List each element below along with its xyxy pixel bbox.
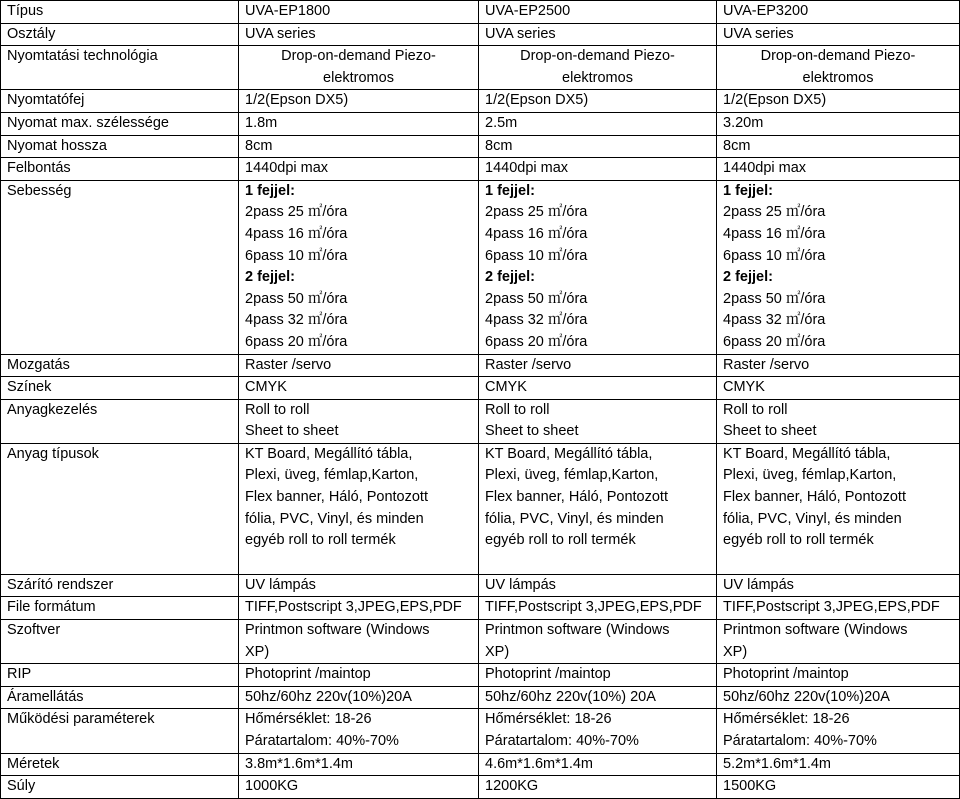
speed-value: 6pass 20 ㎡/óra [485,333,588,350]
cell-line: TIFF,Postscript 3,JPEG,EPS,PDF [485,599,702,616]
speed-heading: 1 fejjel: [245,182,295,199]
speed-value: 2pass 50 ㎡/óra [485,290,588,307]
cell-line: fólia, PVC, Vinyl, és minden [723,510,902,527]
cell-spacer [485,552,710,574]
cell-line: Photoprint /maintop [723,666,849,683]
speed-value: 2pass 25 ㎡/óra [485,204,588,221]
cell-line: Drop-on-demand Piezo- [520,48,675,65]
model-3-value-cell [717,354,960,377]
model-2-value-cell [479,180,717,354]
speed-heading: 2 fejjel: [723,269,773,286]
cell-line: Sheet to sheet [723,423,817,440]
speed-value: 2pass 25 ㎡/óra [723,204,826,221]
cell-line: XP) [485,643,510,660]
model-2-value-cell [479,23,717,46]
model-2-value-cell [479,664,717,687]
model-2-value-cell [479,354,717,377]
cell-line: KT Board, Megállító tábla, [245,445,413,462]
spec-row [1,664,960,687]
cell-line: 1200KG [485,778,539,795]
speed-heading: 2 fejjel: [485,269,535,286]
cell-line: KT Board, Megállító tábla, [485,445,653,462]
row-label: Színek [1,377,239,400]
speed-heading: 2 fejjel: [245,269,295,286]
cell-line: egyéb roll to roll termék [723,532,874,549]
cell-line: 1.8m [245,114,278,131]
cell-line: TIFF,Postscript 3,JPEG,EPS,PDF [723,599,940,616]
cell-line: Hőmérséklet: 18-26 [485,711,612,728]
cell-line: Plexi, üveg, fémlap,Karton, [723,467,897,484]
model-3-value-cell [717,46,960,90]
model-3-value-cell [717,709,960,753]
speed-value: 4pass 32 ㎡/óra [245,312,348,329]
cell-line: TIFF,Postscript 3,JPEG,EPS,PDF [245,599,462,616]
cell-line: 4.6m*1.6m*1.4m [485,755,593,772]
cell-line: 50hz/60hz 220v(10%)20A [723,688,890,705]
model-1-value-cell [239,443,479,574]
cell-line: 1/2(Epson DX5) [485,92,589,109]
model-2-value-cell [479,753,717,776]
speed-value: 2pass 25 ㎡/óra [245,204,348,221]
cell-line: Printmon software (Windows [723,622,908,639]
cell-line: Roll to roll [723,401,788,418]
model-1-value-cell [239,709,479,753]
speed-value: 6pass 10 ㎡/óra [723,247,826,264]
spec-row [1,377,960,400]
cell-line: Drop-on-demand Piezo- [760,48,916,65]
model-3-value-cell [717,574,960,597]
spec-row [1,709,960,753]
cell-line: Raster /servo [723,356,810,373]
model-3-value-cell [717,23,960,46]
cell-line: Raster /servo [485,356,572,373]
spec-row [1,574,960,597]
cell-line: Photoprint /maintop [245,666,371,683]
spec-row [1,90,960,113]
row-label: Áramellátás [1,686,239,709]
model-3-value-cell [717,597,960,620]
spec-row [1,158,960,181]
spec-row [1,180,960,354]
spec-row [1,135,960,158]
cell-line: Plexi, üveg, fémlap,Karton, [485,467,659,484]
cell-line: 1/2(Epson DX5) [723,92,827,109]
model-3-value-cell [717,377,960,400]
speed-value: 4pass 16 ㎡/óra [485,225,588,242]
model-3-value-cell [717,90,960,113]
model-2-value-cell [479,709,717,753]
cell-line: Flex banner, Háló, Pontozott [723,489,906,506]
model-1-value-cell [239,180,479,354]
speed-value: 4pass 32 ㎡/óra [485,312,588,329]
model-2-value-cell [479,377,717,400]
model-2-value-cell [479,620,717,664]
cell-line: Roll to roll [485,401,550,418]
cell-line: 8cm [245,137,273,154]
model-3-value-cell [717,753,960,776]
cell-line: UVA-EP3200 [723,3,809,19]
cell-line: Sheet to sheet [485,423,579,440]
spec-row [1,686,960,709]
spec-row [1,354,960,377]
model-3-value-cell [717,620,960,664]
cell-line: Flex banner, Háló, Pontozott [245,489,428,506]
row-label: Típus [1,1,239,24]
model-3-value-cell [717,776,960,799]
row-label: Működési paraméterek [1,709,239,753]
model-1-value-cell [239,90,479,113]
cell-spacer [245,552,472,574]
spec-row [1,1,960,24]
cell-line: Plexi, üveg, fémlap,Karton, [245,467,419,484]
model-3-value-cell [717,1,960,24]
model-3-value-cell [717,399,960,443]
cell-line: Photoprint /maintop [485,666,611,683]
row-label: Szárító rendszer [1,574,239,597]
speed-value: 4pass 16 ㎡/óra [245,225,348,242]
model-1-value-cell [239,574,479,597]
cell-line: Flex banner, Háló, Pontozott [485,489,668,506]
cell-line: 1000KG [245,778,299,795]
cell-line: 1/2(Epson DX5) [245,92,349,109]
speed-value: 4pass 32 ㎡/óra [723,312,826,329]
model-1-value-cell [239,399,479,443]
row-label: Mozgatás [1,354,239,377]
cell-line: Drop-on-demand Piezo- [281,48,436,65]
cell-line: Sheet to sheet [245,423,339,440]
cell-line: Raster /servo [245,356,332,373]
spec-row [1,776,960,799]
cell-line: Hőmérséklet: 18-26 [723,711,850,728]
cell-line: XP) [723,643,748,660]
cell-line: 50hz/60hz 220v(10%)20A [245,688,412,705]
model-3-value-cell [717,664,960,687]
model-2-value-cell [479,135,717,158]
model-2-value-cell [479,1,717,24]
cell-line: 1440dpi max [723,160,807,177]
spec-row [1,46,960,90]
cell-line: fólia, PVC, Vinyl, és minden [485,510,664,527]
speed-value: 2pass 50 ㎡/óra [245,290,348,307]
cell-line: fólia, PVC, Vinyl, és minden [245,510,424,527]
model-3-value-cell [717,135,960,158]
spec-row [1,620,960,664]
cell-line: Hőmérséklet: 18-26 [245,711,372,728]
model-1-value-cell [239,1,479,24]
model-3-value-cell [717,180,960,354]
cell-line: elektromos [802,69,874,86]
model-3-value-cell [717,686,960,709]
speed-value: 6pass 20 ㎡/óra [723,333,826,350]
model-2-value-cell [479,574,717,597]
row-label: Nyomat max. szélessége [1,112,239,135]
row-label: Osztály [1,23,239,46]
cell-spacer [723,552,953,574]
cell-line: 3.20m [723,114,764,131]
model-1-value-cell [239,686,479,709]
speed-value: 2pass 50 ㎡/óra [723,290,826,307]
cell-line: Páratartalom: 40%-70% [245,733,399,749]
model-1-value-cell [239,158,479,181]
cell-line: KT Board, Megállító tábla, [723,445,891,462]
row-label: Súly [1,776,239,799]
row-label: Nyomat hossza [1,135,239,158]
cell-line: elektromos [323,69,394,86]
cell-line: 2.5m [485,114,518,131]
row-label: Méretek [1,753,239,776]
model-1-value-cell [239,46,479,90]
cell-line: CMYK [723,379,765,396]
speed-value: 4pass 16 ㎡/óra [723,225,826,242]
model-1-value-cell [239,664,479,687]
cell-line: UV lámpás [723,576,794,593]
model-3-value-cell [717,112,960,135]
cell-line: 5.2m*1.6m*1.4m [723,755,831,772]
row-label: Szoftver [1,620,239,664]
cell-line: 8cm [723,137,751,154]
row-label: Nyomtatófej [1,90,239,113]
spec-row [1,399,960,443]
spec-row [1,443,960,574]
speed-heading: 1 fejjel: [723,182,773,199]
row-label: Anyag típusok [1,443,239,574]
model-3-value-cell [717,443,960,574]
model-2-value-cell [479,443,717,574]
cell-line: UVA series [245,25,316,42]
cell-line: UV lámpás [485,576,556,593]
speed-value: 6pass 10 ㎡/óra [485,247,588,264]
model-2-value-cell [479,90,717,113]
cell-line: UV lámpás [245,576,316,593]
spec-row [1,753,960,776]
spec-row [1,23,960,46]
row-label: RIP [1,664,239,687]
model-2-value-cell [479,597,717,620]
cell-line: UVA-EP1800 [245,3,331,19]
cell-line: Printmon software (Windows [245,622,430,639]
model-3-value-cell [717,158,960,181]
cell-line: XP) [245,643,270,660]
cell-line: 1440dpi max [245,160,329,177]
model-2-value-cell [479,776,717,799]
cell-line: 8cm [485,137,513,154]
model-1-value-cell [239,112,479,135]
model-1-value-cell [239,776,479,799]
cell-line: UVA-EP2500 [485,3,571,19]
cell-line: egyéb roll to roll termék [245,532,396,549]
cell-line: CMYK [485,379,527,396]
cell-line: 1440dpi max [485,160,569,177]
cell-line: Roll to roll [245,401,310,418]
spec-row [1,112,960,135]
model-1-value-cell [239,135,479,158]
row-label: Anyagkezelés [1,399,239,443]
model-2-value-cell [479,399,717,443]
model-1-value-cell [239,354,479,377]
cell-line: 1500KG [723,778,777,795]
cell-line: UVA series [723,25,794,42]
cell-line: elektromos [562,69,633,86]
model-2-value-cell [479,686,717,709]
cell-line: UVA series [485,25,556,42]
speed-value: 6pass 20 ㎡/óra [245,333,348,350]
model-2-value-cell [479,158,717,181]
speed-value: 6pass 10 ㎡/óra [245,247,348,264]
speed-heading: 1 fejjel: [485,182,535,199]
cell-line: egyéb roll to roll termék [485,532,636,549]
row-label: Felbontás [1,158,239,181]
model-1-value-cell [239,620,479,664]
cell-line: Páratartalom: 40%-70% [485,733,639,749]
row-label: Sebesség [1,180,239,354]
model-1-value-cell [239,23,479,46]
cell-line: CMYK [245,379,287,396]
model-2-value-cell [479,46,717,90]
row-label: Nyomtatási technológia [1,46,239,90]
cell-line: Páratartalom: 40%-70% [723,733,877,749]
model-2-value-cell [479,112,717,135]
row-label: File formátum [1,597,239,620]
model-1-value-cell [239,377,479,400]
cell-line: 50hz/60hz 220v(10%) 20A [485,688,656,705]
cell-line: 3.8m*1.6m*1.4m [245,755,353,772]
model-1-value-cell [239,597,479,620]
cell-line: Printmon software (Windows [485,622,670,639]
spec-row [1,597,960,620]
spec-table-body [1,1,960,799]
model-1-value-cell [239,753,479,776]
